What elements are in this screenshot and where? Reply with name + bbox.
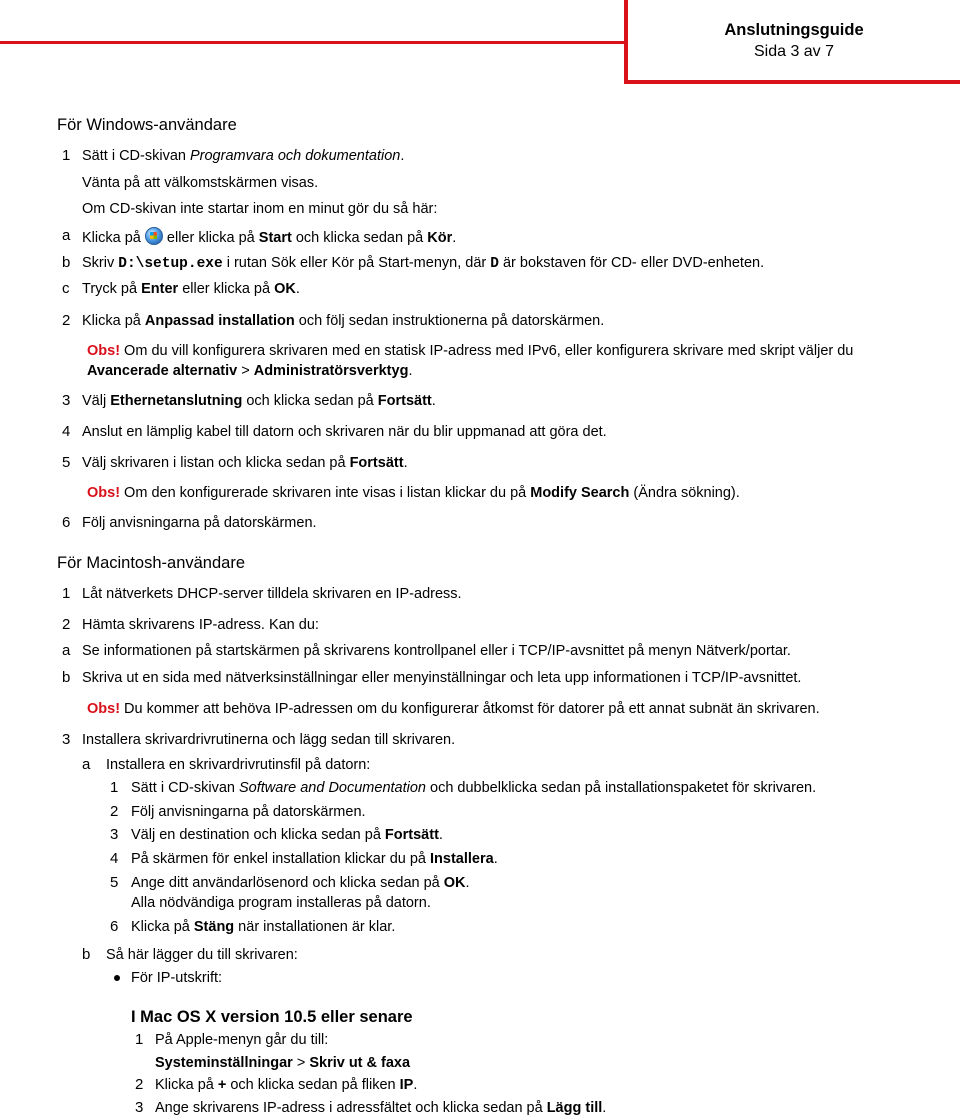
step-text: Välj Ethernetanslutning och klicka sedan på Fortsätt. bbox=[82, 393, 436, 409]
substep-text: Tryck på Enter eller klicka på OK. bbox=[82, 281, 300, 297]
substep-text: Skriva ut en sida med nätverksinställningar eller menyinställningar och leta upp informationen i TCP/IP-avsnittet. bbox=[82, 670, 802, 686]
step-text: Välj skrivaren i listan och klicka sedan på Fortsätt. bbox=[82, 455, 408, 471]
step-text: Sätt i CD-skivan Programvara och dokumentation. bbox=[82, 148, 405, 164]
step-note: Om CD-skivan inte startar inom en minut gör du så här: bbox=[82, 201, 438, 217]
install-step-text: Klicka på Stäng när installationen är klar. bbox=[131, 919, 396, 935]
step-note: Vänta på att välkomstskärmen visas. bbox=[82, 175, 319, 191]
section-heading-mac: För Macintosh-användare bbox=[57, 554, 246, 572]
bullet-icon bbox=[114, 975, 120, 981]
windows-start-icon bbox=[145, 227, 163, 245]
note-continued: Avancerade alternativ > Administratörsverktyg. bbox=[87, 363, 413, 379]
document-title: Anslutningsguide bbox=[724, 21, 864, 39]
step-text: Följ anvisningarna på datorskärmen. bbox=[82, 515, 317, 531]
step-number: 3 bbox=[62, 731, 71, 748]
step-text: Installera skrivardrivrutinerna och lägg sedan till skrivaren. bbox=[82, 732, 456, 748]
note: Obs! Om du vill konfigurera skrivaren med en statisk IP-adress med IPv6, eller konfigurera skrivare med skript väljer du bbox=[87, 343, 854, 359]
mac-step-text: På Apple-menyn går du till: bbox=[155, 1032, 329, 1048]
install-step-number: 2 bbox=[110, 803, 119, 820]
install-step-number: 4 bbox=[110, 850, 119, 867]
mac-step-number: 2 bbox=[135, 1076, 144, 1093]
substep-text: Se informationen på startskärmen på skrivarens kontrollpanel eller i TCP/IP-avsnittet på menyn Nätverk/portar. bbox=[82, 643, 791, 659]
substep-letter: b bbox=[82, 946, 91, 963]
substep-letter: a bbox=[62, 642, 71, 659]
install-step-number: 1 bbox=[110, 779, 119, 796]
step-number: 1 bbox=[62, 147, 71, 164]
step-text: Klicka på Anpassad installation och följ sedan instruktionerna på datorskärmen. bbox=[82, 313, 605, 329]
install-step-note: Alla nödvändiga program installeras på datorn. bbox=[131, 895, 431, 911]
step-number: 4 bbox=[62, 423, 71, 440]
header-rule bbox=[0, 41, 626, 44]
substep-letter: a bbox=[82, 756, 91, 773]
mac-step-text: Klicka på + och klicka sedan på fliken IP. bbox=[155, 1077, 418, 1093]
mac-step-text: Ange skrivarens IP-adress i adressfältet och klicka sedan på Lägg till. bbox=[155, 1100, 607, 1116]
mac-step-number: 1 bbox=[135, 1031, 144, 1048]
install-step-text: Följ anvisningarna på datorskärmen. bbox=[131, 804, 366, 820]
section-heading-windows: För Windows-användare bbox=[57, 116, 237, 134]
substep-letter: c bbox=[62, 280, 70, 297]
page-indicator: Sida 3 av 7 bbox=[753, 43, 835, 60]
step-text: Låt nätverkets DHCP-server tilldela skrivaren en IP-adress. bbox=[82, 586, 462, 602]
install-step-text: Välj en destination och klicka sedan på Fortsätt. bbox=[131, 827, 443, 843]
note: Obs! Du kommer att behöva IP-adressen om du konfigurerar åtkomst för datorer på ett annat subnät än skrivaren. bbox=[87, 701, 820, 717]
step-number: 2 bbox=[62, 312, 71, 329]
install-step-number: 3 bbox=[110, 826, 119, 843]
substep-text: Så här lägger du till skrivaren: bbox=[106, 947, 298, 963]
install-step-text: På skärmen för enkel installation klickar du på Installera. bbox=[131, 851, 498, 867]
note: Obs! Om den konfigurerade skrivaren inte visas i listan klickar du på Modify Search (Ändra sökning). bbox=[87, 485, 740, 501]
install-step-number: 6 bbox=[110, 918, 119, 935]
substep-text: Skriv D:\setup.exe i rutan Sök eller Kör på Start-menyn, där D är bokstaven för CD- eller DVD-enheten. bbox=[82, 255, 765, 272]
mac-step-path: Systeminställningar > Skriv ut & faxa bbox=[155, 1055, 411, 1071]
bullet-text: För IP-utskrift: bbox=[131, 970, 223, 986]
substep-letter: b bbox=[62, 254, 71, 271]
substep-letter: a bbox=[62, 227, 71, 244]
header-box bbox=[624, 0, 960, 84]
step-number: 3 bbox=[62, 392, 71, 409]
substep-text: Installera en skrivardrivrutinsfil på datorn: bbox=[106, 757, 371, 773]
install-step-text: Ange ditt användarlösenord och klicka sedan på OK. bbox=[131, 875, 470, 891]
step-text: Hämta skrivarens IP-adress. Kan du: bbox=[82, 617, 319, 633]
step-number: 6 bbox=[62, 514, 71, 531]
mac-step-number: 3 bbox=[135, 1099, 144, 1116]
subsection-heading: I Mac OS X version 10.5 eller senare bbox=[131, 1008, 413, 1026]
step-number: 2 bbox=[62, 616, 71, 633]
step-text: Anslut en lämplig kabel till datorn och skrivaren när du blir uppmanad att göra det. bbox=[82, 424, 607, 440]
install-step-text: Sätt i CD-skivan Software and Documentation och dubbelklicka sedan på installationspaketet för skrivaren. bbox=[131, 780, 817, 796]
step-number: 1 bbox=[62, 585, 71, 602]
step-number: 5 bbox=[62, 454, 71, 471]
substep-letter: b bbox=[62, 669, 71, 686]
substep-text: Klicka på eller klicka på Start och klicka sedan på Kör. bbox=[82, 227, 456, 247]
install-step-number: 5 bbox=[110, 874, 119, 891]
